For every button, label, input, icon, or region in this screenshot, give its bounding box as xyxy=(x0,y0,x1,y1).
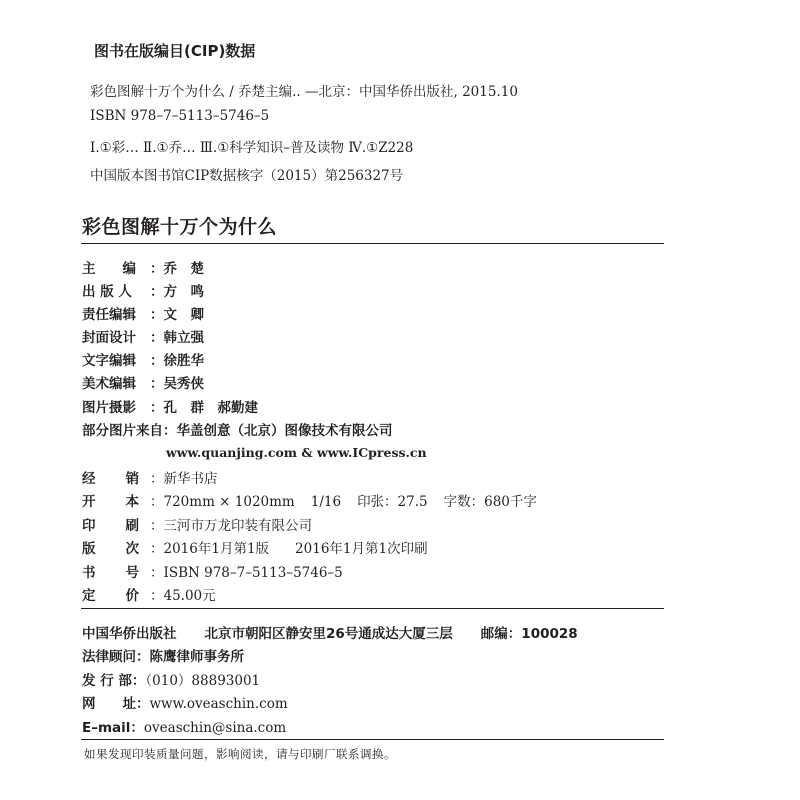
credit-row-art-editor: 美术编辑 ：吴秀侠 xyxy=(82,372,204,392)
legal-counsel-row xyxy=(82,645,244,665)
spec-row-price: 定 价 ：45.00元 xyxy=(82,584,216,604)
phone-value: （010）88893001 xyxy=(145,673,261,689)
cip-classification: Ⅰ.①彩… Ⅱ.①乔… Ⅲ.①科学知识–普及读物 Ⅳ.①Z228 xyxy=(90,140,414,156)
format-words: 字数：680千字 xyxy=(443,494,537,510)
publisher-address: 北京市朝阳区静安里26号通成达大厦三层 xyxy=(204,626,453,642)
credit-value: 乔 楚 xyxy=(163,261,204,277)
spec-label: 版 次 xyxy=(82,541,140,557)
print-value: 2016年1月第1次印刷 xyxy=(295,541,428,557)
cip-heading: 图书在版编目(CIP)数据 xyxy=(94,42,256,60)
credit-label: 文字编辑 xyxy=(82,353,136,369)
spec-label: 开 本 xyxy=(82,494,140,510)
credit-label: 主 编 xyxy=(82,261,136,277)
phone-row xyxy=(82,669,260,689)
web-value: www.oveaschin.com xyxy=(149,696,288,712)
publisher-row xyxy=(82,622,578,642)
credit-label: 美术编辑 xyxy=(82,376,136,392)
credit-label: 出 版 人 xyxy=(82,284,132,300)
spec-row-book-number: 书 号 ：ISBN 978–7–5113–5746–5 xyxy=(82,561,343,581)
credit-value: 文 卿 xyxy=(163,307,204,323)
legal-value: 陈鹰律师事务所 xyxy=(149,649,244,665)
spec-label: 定 价 xyxy=(82,588,140,604)
divider-title xyxy=(81,243,664,244)
cip-isbn: ISBN 978–7–5113–5746–5 xyxy=(90,108,270,124)
credit-label: 图片摄影 xyxy=(82,400,136,416)
credit-value: 徐胜华 xyxy=(163,353,204,369)
spec-row-format: 开 本 ：720mm × 1020mm 1/16 印张：27.5 字数：680千字 xyxy=(82,490,553,510)
divider-specs xyxy=(81,608,664,609)
credit-row-chief-editor: 主 编 ：乔 楚 xyxy=(82,257,204,277)
credit-row-image-source: 部分图片来自：华盖创意（北京）图像技术有限公司 xyxy=(82,419,393,439)
spec-label: 经 销 xyxy=(82,471,140,487)
credit-row-cover-design: 封面设计 ：韩立强 xyxy=(82,326,204,346)
footer-note: 如果发现印装质量问题，影响阅读，请与印刷厂联系调换。 xyxy=(84,747,396,761)
spec-row-printer: 印 刷 ：三河市万龙印装有限公司 xyxy=(82,514,312,534)
spec-value: 新华书店 xyxy=(163,471,218,487)
credit-row-photography: 图片摄影 ：孔 群 郝勤建 xyxy=(82,396,258,416)
web-label: 网 址： xyxy=(82,696,150,712)
phone-label: 发 行 部： xyxy=(82,673,146,689)
spec-row-edition: 版 次 ：2016年1月第1版 2016年1月第1次印刷 xyxy=(82,537,428,557)
credit-label: 责任编辑 xyxy=(82,307,136,323)
publisher-postcode: 邮编：100028 xyxy=(480,626,578,642)
spec-value: 三河市万龙印装有限公司 xyxy=(163,518,312,534)
spec-label: 书 号 xyxy=(82,565,140,581)
credit-label: 封面设计 xyxy=(82,330,136,346)
spec-label: 印 刷 xyxy=(82,518,140,534)
format-fold: 1/16 xyxy=(310,494,342,510)
cip-bibliographic-line: 彩色图解十万个为什么 / 乔楚主编.. —北京：中国华侨出版社, 2015.10 xyxy=(90,84,518,100)
spec-row-distributor: 经 销 ：新华书店 xyxy=(82,467,218,487)
credit-value: 孔 群 郝勤建 xyxy=(163,400,258,416)
email-row xyxy=(82,716,286,736)
credit-row-text-editor: 文字编辑 ：徐胜华 xyxy=(82,349,204,369)
legal-label: 法律顾问： xyxy=(82,649,150,665)
divider-footer xyxy=(81,739,664,740)
credit-value: 韩立强 xyxy=(163,330,204,346)
email-value: oveaschin@sina.com xyxy=(143,720,287,736)
spec-value: ISBN 978–7–5113–5746–5 xyxy=(163,565,343,581)
credit-row-publisher: 出 版 人 ：方 鸣 xyxy=(82,280,204,300)
credit-label: 部分图片来自 xyxy=(82,423,163,439)
credit-value: 方 鸣 xyxy=(163,284,204,300)
website-row xyxy=(82,692,288,712)
publisher-name: 中国华侨出版社 xyxy=(82,626,177,642)
cip-core-number: 中国版本图书馆CIP数据核字（2015）第256327号 xyxy=(90,168,404,184)
image-source-websites: www.quanjing.com & www.ICpress.cn xyxy=(166,445,427,460)
credit-value: 吴秀侠 xyxy=(163,376,204,392)
email-label: E–mail： xyxy=(82,720,144,736)
spec-value: 45.00元 xyxy=(163,588,216,604)
format-sheets: 印张：27.5 xyxy=(357,494,428,510)
credit-value: 华盖创意（北京）图像技术有限公司 xyxy=(176,423,393,439)
format-size: 720mm × 1020mm xyxy=(163,494,295,510)
book-title: 彩色图解十万个为什么 xyxy=(82,216,278,238)
credit-row-responsible-editor: 责任编辑 ：文 卿 xyxy=(82,303,204,323)
edition-value: 2016年1月第1版 xyxy=(163,541,270,557)
